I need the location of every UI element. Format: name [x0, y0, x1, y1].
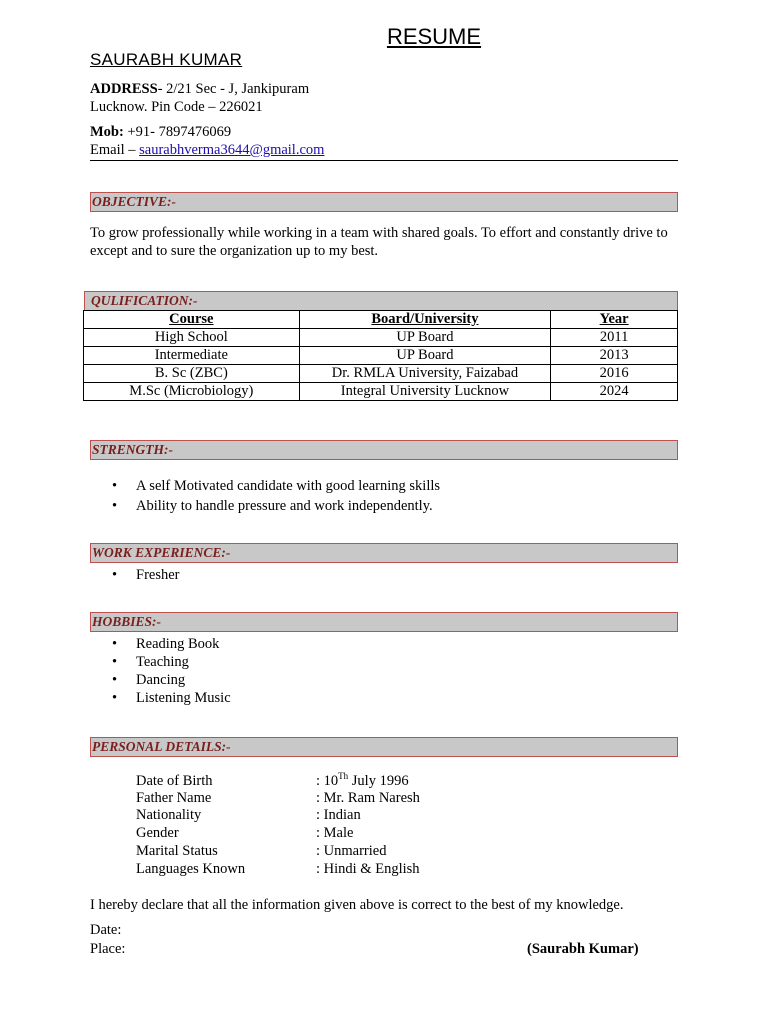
board-cell: UP Board: [299, 329, 551, 347]
column-header-course: Course: [84, 311, 300, 329]
course-cell: M.Sc (Microbiology): [84, 383, 300, 401]
board-cell: UP Board: [299, 347, 551, 365]
qualification-table: [83, 310, 678, 401]
signature-name: (Saurabh Kumar): [527, 941, 639, 957]
work-experience-heading: WORK EXPERIENCE:-: [90, 543, 678, 563]
work-experience-list: [90, 566, 180, 584]
bullet-icon: •: [112, 567, 118, 583]
address-value: - 2/21 Sec - J, Jankipuram: [157, 81, 310, 97]
mobile-label: Mob:: [90, 124, 124, 140]
year-cell: 2013: [551, 347, 678, 365]
detail-row-dob: [136, 771, 409, 790]
course-cell: Intermediate: [84, 347, 300, 365]
qualification-heading: QULIFICATION:-: [84, 291, 678, 311]
place-label: Place:: [90, 941, 126, 957]
detail-value: : Hindi & English: [316, 861, 420, 877]
list-item: • Ability to handle pressure and work independently.: [112, 498, 433, 514]
bullet-icon: •: [112, 690, 118, 706]
detail-value: : Unmarried: [316, 843, 387, 859]
email-link[interactable]: saurabhverma3644@gmail.com: [139, 142, 325, 158]
detail-label: Nationality: [136, 807, 202, 823]
address-line-1: [90, 81, 309, 98]
detail-label: Gender: [136, 825, 179, 841]
list-item: • Dancing: [112, 672, 186, 688]
table-row: [84, 383, 678, 401]
mobile-line: [90, 124, 231, 141]
table-row: [84, 329, 678, 347]
detail-label: Languages Known: [136, 861, 246, 877]
board-cell: Dr. RMLA University, Faizabad: [299, 365, 551, 383]
bullet-icon: •: [112, 672, 118, 688]
board-cell: Integral University Lucknow: [299, 383, 551, 401]
detail-label: Father Name: [136, 790, 212, 806]
detail-row: [136, 807, 361, 824]
course-cell: B. Sc (ZBC): [84, 365, 300, 383]
course-cell: High School: [84, 329, 300, 347]
column-header-board: Board/University: [299, 311, 551, 329]
bullet-icon: •: [112, 498, 118, 514]
strength-list: [90, 477, 440, 517]
candidate-name: SAURABH KUMAR: [90, 50, 243, 69]
table-header-row: [84, 311, 678, 329]
bullet-icon: •: [112, 478, 118, 494]
detail-row: [136, 790, 420, 807]
address-line-2: Lucknow. Pin Code – 226021: [90, 99, 263, 115]
header-divider: [90, 160, 678, 161]
detail-row: [136, 825, 353, 842]
bullet-icon: •: [112, 636, 118, 652]
list-item: • Teaching: [112, 654, 189, 670]
declaration-text: I hereby declare that all the information given above is correct to the best of my knowledge.: [90, 897, 624, 913]
detail-value: : Mr. Ram Naresh: [316, 790, 420, 806]
email-label: Email –: [90, 142, 140, 158]
detail-value: : Indian: [316, 807, 361, 823]
mobile-value: +91- 7897476069: [123, 124, 232, 140]
objective-text: To grow professionally while working in a team with shared goals. To effort and constantly drive to except and to sure the organization up to my best.: [90, 225, 668, 259]
personal-details-heading: PERSONAL DETAILS:-: [90, 737, 678, 757]
bullet-icon: •: [112, 654, 118, 670]
list-item: • Fresher: [112, 567, 180, 583]
detail-label: Date of Birth: [136, 772, 213, 789]
list-item: • A self Motivated candidate with good learning skills: [112, 478, 441, 494]
year-cell: 2016: [551, 365, 678, 383]
detail-value: : 10Th July 1996: [316, 771, 409, 789]
strength-heading: STRENGTH:-: [90, 440, 678, 460]
table-row: [84, 347, 678, 365]
column-header-year: Year: [551, 311, 678, 329]
hobbies-heading: HOBBIES:-: [90, 612, 678, 632]
list-item: • Listening Music: [112, 690, 231, 706]
detail-value: : Male: [316, 825, 354, 841]
year-cell: 2011: [551, 329, 678, 347]
address-label: ADDRESS: [90, 81, 158, 97]
detail-row: [136, 843, 386, 860]
table-row: [84, 365, 678, 383]
detail-label: Marital Status: [136, 843, 218, 859]
list-item: • Reading Book: [112, 636, 220, 652]
detail-row: [136, 861, 420, 878]
date-label: Date:: [90, 922, 122, 938]
email-line: [90, 142, 324, 159]
hobbies-list: [90, 635, 231, 707]
objective-heading: OBJECTIVE:-: [90, 192, 678, 212]
year-cell: 2024: [551, 383, 678, 401]
document-title: RESUME: [386, 24, 482, 49]
